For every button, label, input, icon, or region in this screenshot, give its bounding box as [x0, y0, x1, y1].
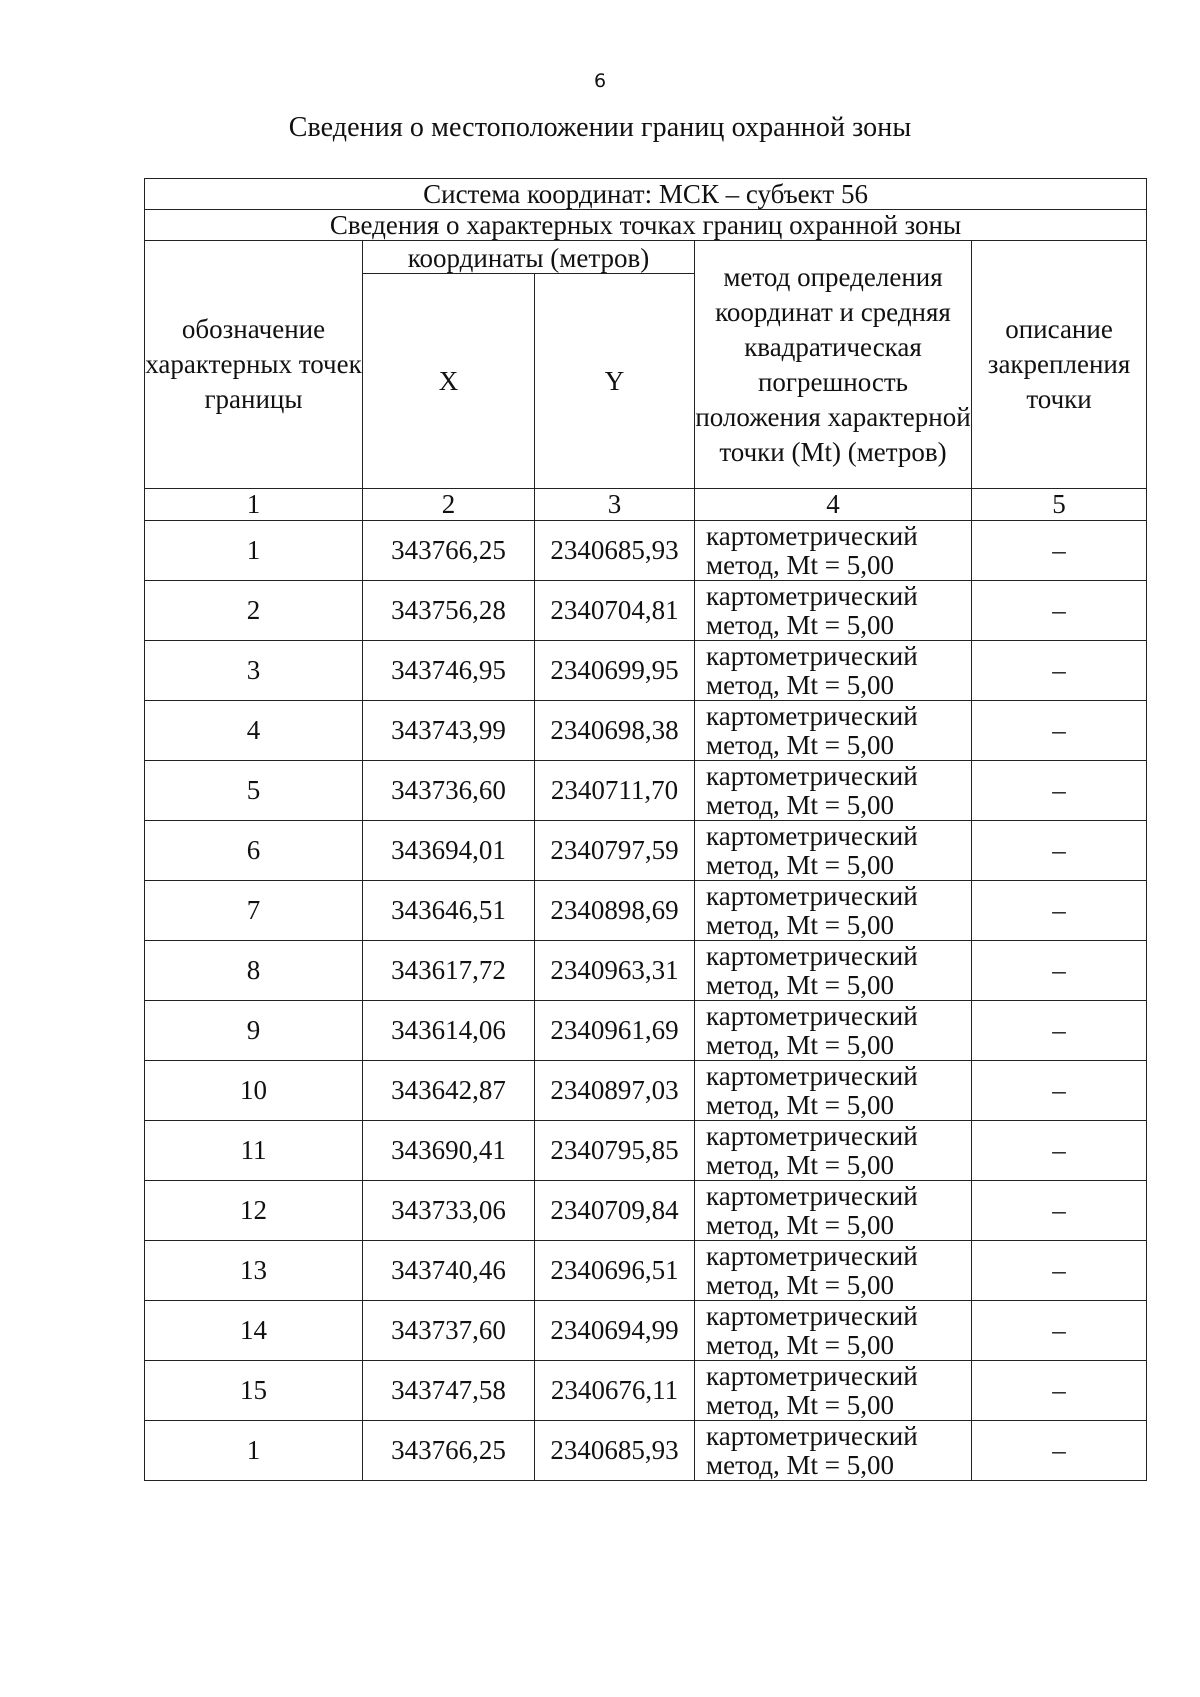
column-number: 4 [695, 489, 972, 521]
point-number-cell: 1 [145, 1421, 363, 1481]
column-number: 3 [535, 489, 695, 521]
point-number-cell: 1 [145, 521, 363, 581]
x-coordinate-cell: 343746,95 [363, 641, 535, 701]
header-y: Y [535, 274, 695, 489]
column-number: 1 [145, 489, 363, 521]
fixing-description-cell: – [972, 641, 1147, 701]
method-line-2: метод, Mt = 5,00 [706, 1209, 894, 1240]
column-number: 5 [972, 489, 1147, 521]
table-row [145, 761, 1147, 821]
table-row [145, 1421, 1147, 1481]
table-row [145, 701, 1147, 761]
method-line-1: картометрический [706, 1360, 918, 1391]
x-coordinate-cell: 343747,58 [363, 1361, 535, 1421]
header-x: X [363, 274, 535, 489]
table-row [145, 1061, 1147, 1121]
header-point-designation: обозначение характерных точек границы [145, 241, 363, 489]
fixing-description-cell: – [972, 881, 1147, 941]
method-line-2: метод, Mt = 5,00 [706, 789, 894, 820]
coordinate-system-row [145, 179, 1147, 210]
table-row [145, 641, 1147, 701]
method-line-2: метод, Mt = 5,00 [706, 1029, 894, 1060]
table-row [145, 1181, 1147, 1241]
point-number-cell: 15 [145, 1361, 363, 1421]
y-coordinate-cell: 2340704,81 [535, 581, 695, 641]
y-coordinate-cell: 2340797,59 [535, 821, 695, 881]
point-number-cell: 7 [145, 881, 363, 941]
column-number: 2 [363, 489, 535, 521]
table-row [145, 821, 1147, 881]
x-coordinate-cell: 343736,60 [363, 761, 535, 821]
fixing-description-cell: – [972, 1181, 1147, 1241]
table-subtitle-cell: Сведения о характерных точках границ охранной зоны [145, 210, 1147, 241]
header-fixing-description: описание закрепления точки [972, 241, 1147, 489]
table-subtitle-row [145, 210, 1147, 241]
x-coordinate-cell: 343743,99 [363, 701, 535, 761]
method-line-1: картометрический [706, 640, 918, 671]
fixing-description-cell: – [972, 1301, 1147, 1361]
method-line-1: картометрический [706, 1240, 918, 1271]
x-coordinate-cell: 343766,25 [363, 1421, 535, 1481]
method-line-2: метод, Mt = 5,00 [706, 909, 894, 940]
x-coordinate-cell: 343694,01 [363, 821, 535, 881]
point-number-cell: 13 [145, 1241, 363, 1301]
fixing-description-cell: – [972, 701, 1147, 761]
fixing-description-cell: – [972, 581, 1147, 641]
x-coordinate-cell: 343740,46 [363, 1241, 535, 1301]
header-method: метод определения координат и средняя квадратическая погрешность положения характерной точки (Mt) (метров) [695, 241, 972, 489]
method-line-1: картометрический [706, 1300, 918, 1331]
method-cell [695, 1421, 972, 1481]
table-row [145, 941, 1147, 1001]
method-line-1: картометрический [706, 760, 918, 791]
y-coordinate-cell: 2340696,51 [535, 1241, 695, 1301]
method-cell [695, 701, 972, 761]
method-cell [695, 1301, 972, 1361]
page-number: 6 [593, 70, 607, 92]
method-line-1: картометрический [706, 1060, 918, 1091]
table-row [145, 881, 1147, 941]
method-cell [695, 821, 972, 881]
column-numbers-row [145, 489, 1147, 521]
y-coordinate-cell: 2340694,99 [535, 1301, 695, 1361]
y-coordinate-cell: 2340961,69 [535, 1001, 695, 1061]
method-cell [695, 1241, 972, 1301]
point-number-cell: 4 [145, 701, 363, 761]
method-line-1: картометрический [706, 1180, 918, 1211]
table-row [145, 521, 1147, 581]
method-line-1: картометрический [706, 1000, 918, 1031]
point-number-cell: 3 [145, 641, 363, 701]
method-line-1: картометрический [706, 820, 918, 851]
y-coordinate-cell: 2340699,95 [535, 641, 695, 701]
document-title: Сведения о местоположении границ охранной зоны [288, 112, 912, 143]
header-coordinates: координаты (метров) [363, 241, 695, 274]
method-line-1: картометрический [706, 880, 918, 911]
x-coordinate-cell: 343690,41 [363, 1121, 535, 1181]
x-coordinate-cell: 343733,06 [363, 1181, 535, 1241]
method-cell [695, 1181, 972, 1241]
method-cell [695, 641, 972, 701]
fixing-description-cell: – [972, 1361, 1147, 1421]
method-cell [695, 881, 972, 941]
point-number-cell: 10 [145, 1061, 363, 1121]
y-coordinate-cell: 2340709,84 [535, 1181, 695, 1241]
y-coordinate-cell: 2340897,03 [535, 1061, 695, 1121]
method-line-2: метод, Mt = 5,00 [706, 1449, 894, 1480]
table-row [145, 1001, 1147, 1061]
method-cell [695, 1361, 972, 1421]
fixing-description-cell: – [972, 821, 1147, 881]
y-coordinate-cell: 2340685,93 [535, 1421, 695, 1481]
point-number-cell: 8 [145, 941, 363, 1001]
method-cell [695, 1001, 972, 1061]
method-cell [695, 941, 972, 1001]
method-line-1: картометрический [706, 580, 918, 611]
method-line-2: метод, Mt = 5,00 [706, 1089, 894, 1120]
table-row [145, 1121, 1147, 1181]
method-line-1: картометрический [706, 520, 918, 551]
method-line-2: метод, Mt = 5,00 [706, 549, 894, 580]
method-cell [695, 761, 972, 821]
y-coordinate-cell: 2340676,11 [535, 1361, 695, 1421]
fixing-description-cell: – [972, 1061, 1147, 1121]
point-number-cell: 5 [145, 761, 363, 821]
x-coordinate-cell: 343766,25 [363, 521, 535, 581]
method-line-2: метод, Mt = 5,00 [706, 609, 894, 640]
fixing-description-cell: – [972, 941, 1147, 1001]
method-line-2: метод, Mt = 5,00 [706, 1149, 894, 1180]
method-line-2: метод, Mt = 5,00 [706, 1329, 894, 1360]
fixing-description-cell: – [972, 1121, 1147, 1181]
method-cell [695, 521, 972, 581]
fixing-description-cell: – [972, 1421, 1147, 1481]
point-number-cell: 2 [145, 581, 363, 641]
method-cell [695, 581, 972, 641]
point-number-cell: 14 [145, 1301, 363, 1361]
x-coordinate-cell: 343756,28 [363, 581, 535, 641]
x-coordinate-cell: 343642,87 [363, 1061, 535, 1121]
y-coordinate-cell: 2340963,31 [535, 941, 695, 1001]
coordinates-table [144, 178, 1147, 1481]
y-coordinate-cell: 2340795,85 [535, 1121, 695, 1181]
point-number-cell: 6 [145, 821, 363, 881]
method-line-1: картометрический [706, 940, 918, 971]
method-line-2: метод, Mt = 5,00 [706, 969, 894, 1000]
point-number-cell: 12 [145, 1181, 363, 1241]
y-coordinate-cell: 2340698,38 [535, 701, 695, 761]
x-coordinate-cell: 343646,51 [363, 881, 535, 941]
table-row [145, 1301, 1147, 1361]
method-line-2: метод, Mt = 5,00 [706, 849, 894, 880]
y-coordinate-cell: 2340711,70 [535, 761, 695, 821]
method-line-2: метод, Mt = 5,00 [706, 1389, 894, 1420]
x-coordinate-cell: 343617,72 [363, 941, 535, 1001]
table-row [145, 1241, 1147, 1301]
y-coordinate-cell: 2340685,93 [535, 521, 695, 581]
fixing-description-cell: – [972, 1241, 1147, 1301]
table-row [145, 1361, 1147, 1421]
method-line-2: метод, Mt = 5,00 [706, 1269, 894, 1300]
x-coordinate-cell: 343614,06 [363, 1001, 535, 1061]
fixing-description-cell: – [972, 521, 1147, 581]
point-number-cell: 11 [145, 1121, 363, 1181]
coordinate-system-cell: Система координат: МСК – субъект 56 [145, 179, 1147, 210]
fixing-description-cell: – [972, 761, 1147, 821]
method-cell [695, 1121, 972, 1181]
method-cell [695, 1061, 972, 1121]
fixing-description-cell: – [972, 1001, 1147, 1061]
point-number-cell: 9 [145, 1001, 363, 1061]
method-line-1: картометрический [706, 1420, 918, 1451]
method-line-1: картометрический [706, 1120, 918, 1151]
method-line-2: метод, Mt = 5,00 [706, 729, 894, 760]
table-row [145, 581, 1147, 641]
header-row [145, 241, 1147, 274]
method-line-2: метод, Mt = 5,00 [706, 669, 894, 700]
x-coordinate-cell: 343737,60 [363, 1301, 535, 1361]
y-coordinate-cell: 2340898,69 [535, 881, 695, 941]
method-line-1: картометрический [706, 700, 918, 731]
